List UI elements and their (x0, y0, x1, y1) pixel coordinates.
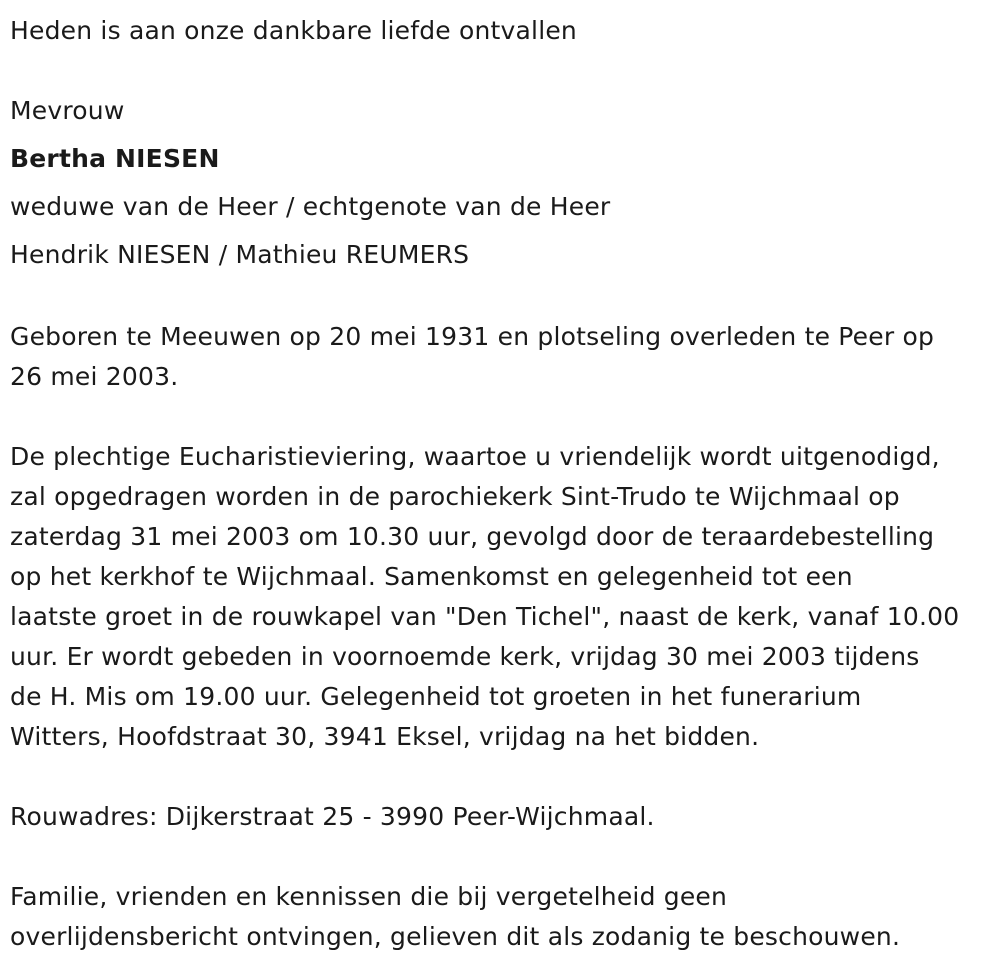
paragraph-line: De plechtige Eucharistieviering, waartoe u vriendelijk wordt uitgenodigd, (10, 442, 940, 471)
paragraph-line: 26 mei 2003. (10, 362, 179, 391)
paragraph-line: Familie, vrienden en kennissen die bij vergetelheid geen (10, 882, 728, 911)
relation-line: weduwe van de Heer / echtgenote van de Heer (10, 192, 611, 221)
paragraph-line: Geboren te Meeuwen op 20 mei 1931 en plotseling overleden te Peer op (10, 322, 935, 351)
obituary-document (10, 7, 994, 957)
paragraph-line: laatste groet in de rouwkapel van "Den Tichel", naast de kerk, vanaf 10.00 (10, 602, 960, 631)
paragraph-line: zaterdag 31 mei 2003 om 10.30 uur, gevolgd door de teraardebestelling (10, 522, 935, 551)
deceased-name: Bertha NIESEN (10, 144, 220, 173)
salutation: Mevrouw (10, 96, 125, 125)
paragraph-line: zal opgedragen worden in de parochiekerk Sint-Trudo te Wijchmaal op (10, 482, 900, 511)
paragraph-line: overlijdensbericht ontvingen, gelieven dit als zodanig te beschouwen. (10, 922, 901, 951)
closing-paragraph (10, 877, 994, 957)
mourning-address-paragraph (10, 797, 994, 837)
paragraph-line: Witters, Hoofdstraat 30, 3941 Eksel, vrijdag na het bidden. (10, 722, 760, 751)
paragraph-line: de H. Mis om 19.00 uur. Gelegenheid tot groeten in het funerarium (10, 682, 862, 711)
ceremony-paragraph (10, 437, 994, 757)
birth-death-paragraph (10, 317, 994, 397)
paragraph-line: uur. Er wordt gebeden in voornoemde kerk, vrijdag 30 mei 2003 tijdens (10, 642, 920, 671)
spouses-line: Hendrik NIESEN / Mathieu REUMERS (10, 240, 470, 269)
deceased-block (10, 87, 994, 279)
intro-text: Heden is aan onze dankbare liefde ontvallen (10, 16, 577, 45)
mourning-address: Rouwadres: Dijkerstraat 25 - 3990 Peer-Wijchmaal. (10, 802, 655, 831)
paragraph-line: op het kerkhof te Wijchmaal. Samenkomst en gelegenheid tot een (10, 562, 853, 591)
